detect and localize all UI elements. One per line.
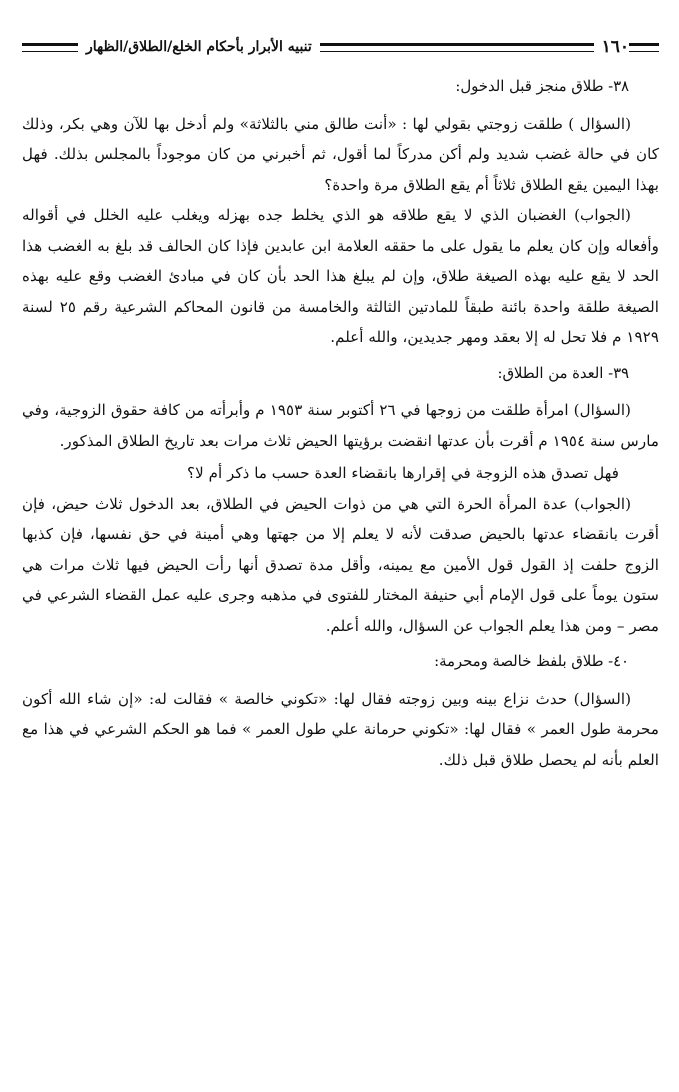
section-heading: ٣٩- العدة من الطلاق:	[497, 364, 629, 382]
section-40	[22, 647, 659, 775]
question-paragraph: (السؤال) امرأة طلقت من زوجها في ٢٦ أكتوبر سنة ١٩٥٣ م وأبرأته من كافة حقوق الزوجية، وفي مارس سنة ١٩٥٤ م أقرت بأن عدتها انقضت برؤيتها الحيض ثلاث مرات بعد تاريخ الطلاق المذكور.	[22, 401, 659, 450]
question-paragraph: (السؤال) حدث نزاع بينه وبين زوجته فقال لها: «تكوني خالصة » فقالت له: «إن شاء الله أكون محرمة طول العمر » فقال لها: «تكوني حرمانة علي طول العمر » فما هو الحكم الشرعي في هذا مع العلم بأنه لم يحصل طلاق قبل ذلك.	[22, 689, 659, 769]
section-39	[22, 359, 659, 642]
running-header	[22, 30, 659, 64]
book-title: تنبيه الأبرار بأحكام الخلع/الطلاق/الظهار	[86, 39, 312, 55]
book-page	[22, 30, 659, 1072]
answer-paragraph: (الجواب) الغضبان الذي لا يقع طلاقه هو الذي يخلط جده بهزله ويغلب عليه الخلل في أقواله وأفعاله وإن كان يعلم ما يقول على ما حققه العلامة ابن عابدين فإذا كان الحالف قد بلغ به الغضب هذا الحد لا يقع عليه بهذه الصيغة طلاق، وإن لم يبلغ هذا الحد بأن كان في مبادئ الغضب وقع عليه بهذه الصيغة طلقة واحدة بائنة طبقاً للمادتين الثالثة والخامسة من قانون المحاكم الشرعية رقم ٢٥ لسنة ١٩٢٩ م فلا تحل له إلا بعقد ومهر جديدين، والله أعلم.	[22, 206, 659, 346]
page-number: ١٦٠	[601, 37, 629, 57]
sub-question: فهل تصدق هذه الزوجة في إقرارها بانقضاء العدة حسب ما ذكر أم لا؟	[187, 464, 619, 482]
question-paragraph: (السؤال ) طلقت زوجتي بقولي لها : «أنت طالق مني بالثلاثة» ولم أدخل بها للآن وهي بكر، وذلك كان في حالة غضب شديد ولم أكن مدركاً لما أقول، ثم أخبرني من كان موجوداً بالمجلس بذلك. فهل بهذا اليمين يقع الطلاق ثلاثاً أم يقع الطلاق مرة واحدة؟	[22, 114, 659, 194]
section-heading: ٣٨- طلاق منجز قبل الدخول:	[455, 78, 629, 95]
header-rule-middle	[320, 43, 594, 52]
header-rule-left	[22, 43, 78, 52]
header-rule-right	[629, 43, 659, 52]
page-content	[22, 72, 659, 775]
section-38	[22, 72, 659, 353]
section-heading: ٤٠- طلاق بلفظ خالصة ومحرمة:	[434, 653, 629, 670]
answer-paragraph: (الجواب) عدة المرأة الحرة التي هي من ذوات الحيض في الطلاق، بعد الدخول ثلاث حيض، فإن أقرت بانقضاء عدتها بالحيض صدقت لأنه لا يعلم إلا من جهتها وهي أمينة في حق نفسها، فإن كذبها الزوج حلفت إذ القول قول الأمين مع يمينه، وأقل مدة تصدق أنها رأت الحيض فيها ثلاث مرات هي ستون يوماً على قول الإمام أبي حنيفة المختار للفتوى في مذهبه وجرى عليه عمل القضاء الشرعي في مصر – ومن هذا يعلم الجواب عن السؤال، والله أعلم.	[22, 494, 659, 635]
